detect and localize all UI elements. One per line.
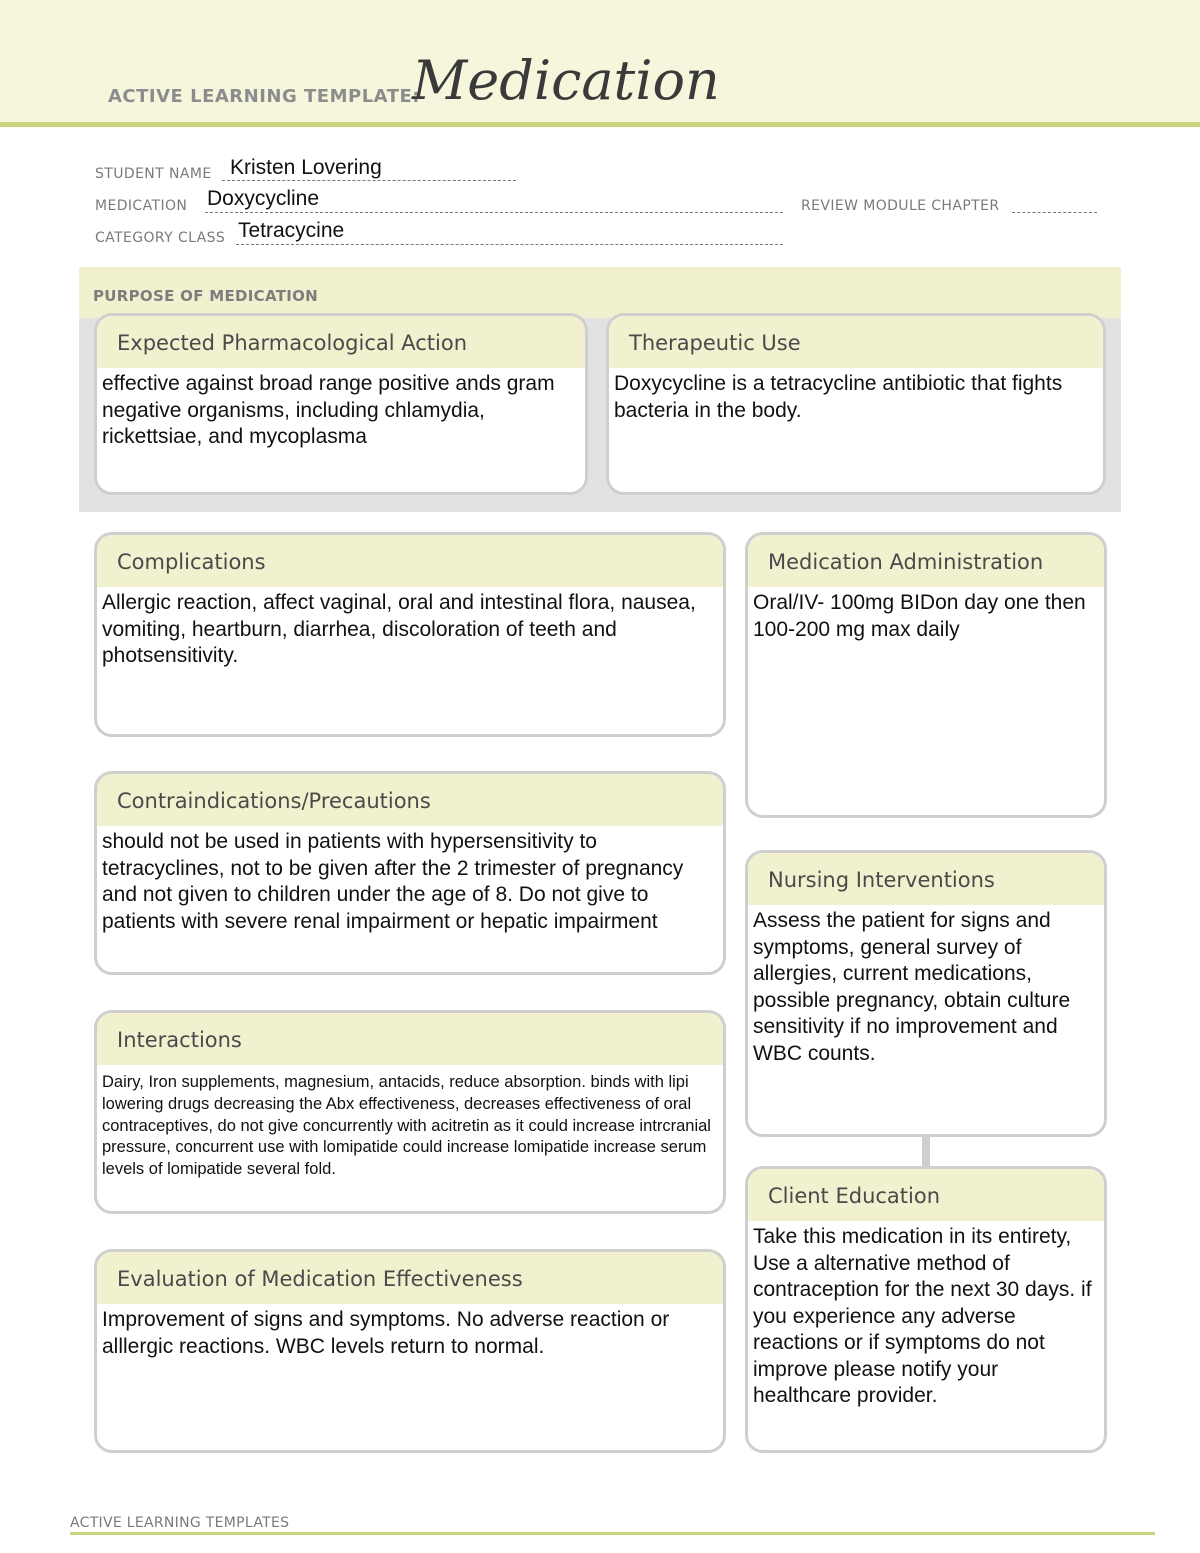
review-module-line [1012,212,1097,213]
expected-action-text[interactable]: effective against broad range positive ands gram negative organisms, including chlamydia, rickettsiae, and mycoplasma [102,372,555,448]
therapeutic-use-text[interactable]: Doxycycline is a tetracycline antibiotic that fights bacteria in the body. [614,372,1063,422]
contraindications-text[interactable]: should not be used in patients with hypersensitivity to tetracyclines, not to be given after the 2 trimester of pregnancy and not given to children under the age of 8. Do not give to patients with severe renal impairment or hepatic impairment [102,830,684,933]
medication-field[interactable]: Doxycycline [207,187,320,210]
administration-text[interactable]: Oral/IV- 100mg BIDon day one then 100-200 mg max daily [753,591,1086,641]
nursing-interventions-card [745,850,1107,1137]
review-module-label: REVIEW MODULE CHAPTER [801,198,1000,214]
footer-label: ACTIVE LEARNING TEMPLATES [70,1515,290,1531]
evaluation-title: Evaluation of Medication Effectiveness [97,1252,723,1304]
complications-text[interactable]: Allergic reaction, affect vaginal, oral and intestinal flora, nausea, vomiting, heartburn, diarrhea, discoloration of teeth and photsensitivity. [102,591,696,667]
client-education-card [745,1166,1107,1453]
contraindications-card [94,771,726,975]
administration-title: Medication Administration [748,535,1104,587]
therapeutic-use-title: Therapeutic Use [609,316,1103,368]
expected-action-card [94,313,588,495]
evaluation-text[interactable]: Improvement of signs and symptoms. No adverse reaction or alllergic reactions. WBC levels return to normal. [102,1308,670,1358]
template-label: ACTIVE LEARNING TEMPLATE: [108,86,420,107]
administration-card [745,532,1107,818]
therapeutic-use-card [606,313,1106,495]
interactions-card [94,1010,726,1214]
header-divider [0,122,1200,127]
interactions-title: Interactions [97,1013,723,1065]
footer-divider [70,1532,1155,1535]
category-class-label: CATEGORY CLASS [95,230,226,246]
category-class-field[interactable]: Tetracycine [238,219,345,242]
student-name-line [222,180,516,181]
student-name-field[interactable]: Kristen Lovering [230,156,382,179]
evaluation-card [94,1249,726,1453]
nursing-interventions-text[interactable]: Assess the patient for signs and symptoms, general survey of allergies, current medications, possible pregnancy, obtain culture sensitivity if no improvement and WBC counts. [753,909,1071,1065]
page-title: Medication [412,49,720,112]
expected-action-title: Expected Pharmacological Action [97,316,585,368]
client-education-title: Client Education [748,1169,1104,1221]
complications-title: Complications [97,535,723,587]
category-class-line [236,244,783,245]
contraindications-title: Contraindications/Precautions [97,774,723,826]
interactions-text[interactable]: Dairy, Iron supplements, magnesium, antacids, reduce absorption. binds with lipi lowering drugs decreasing the Abx effectiveness, decreases effectiveness of oral contraceptives, do not give concurrently with acitretin as it could increase intrcranial pressure, concurrent use with lomipatide could increase lomipatide increase serum levels of lomipatide several fold. [102,1073,711,1179]
nursing-interventions-title: Nursing Interventions [748,853,1104,905]
purpose-label: PURPOSE OF MEDICATION [93,287,319,305]
medication-line [205,212,783,213]
student-name-label: STUDENT NAME [95,166,212,182]
card-connector [922,1135,930,1167]
medication-label: MEDICATION [95,198,188,214]
client-education-text[interactable]: Take this medication in its entirety, Use a alternative method of contraception for the next 30 days. if you experience any adverse reactions or if symptoms do not improve please notify your healthcare provider. [753,1225,1092,1407]
complications-card [94,532,726,737]
